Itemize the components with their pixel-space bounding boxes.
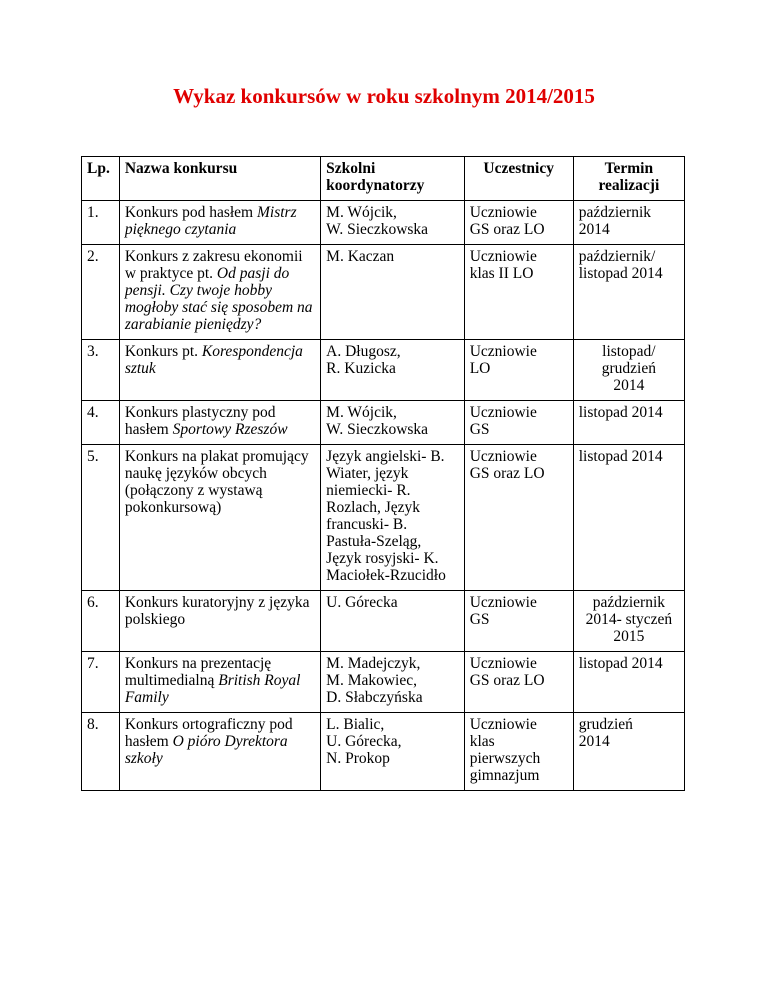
cell-koordynatorzy <box>321 591 465 652</box>
cell-lp: 2. <box>82 245 120 340</box>
ucz-line: GS <box>469 611 490 628</box>
koord-line: M. Wójcik, <box>326 204 397 221</box>
koord-line: N. Prokop <box>326 750 390 767</box>
cell-name <box>119 401 320 445</box>
name-text: Konkurs kuratoryjny z języka polskiego <box>124 594 310 628</box>
table-row <box>82 591 685 652</box>
cell-termin <box>573 340 684 401</box>
name-text: Konkurs na prezentację multimedialną <box>124 655 272 689</box>
ucz-line: Uczniowie <box>469 343 537 360</box>
ucz-line: GS <box>469 421 490 438</box>
ucz-line: GS oraz LO <box>469 672 545 689</box>
ucz-line: Uczniowie <box>469 655 537 672</box>
cell-name <box>119 652 320 713</box>
cell-uczestnicy <box>464 713 573 791</box>
koord-line: L. Bialic, <box>326 716 385 733</box>
ucz-line: Uczniowie <box>469 716 537 733</box>
cell-lp: 8. <box>82 713 120 791</box>
name-text: Konkurs pt. <box>124 343 199 360</box>
koord-line: U. Górecka, <box>326 733 402 750</box>
cell-uczestnicy <box>464 445 573 591</box>
table-row <box>82 713 685 791</box>
ucz-line: Uczniowie <box>469 448 537 465</box>
ucz-line: Uczniowie <box>469 204 537 221</box>
cell-koordynatorzy <box>321 445 465 591</box>
koord-line: M. Kaczan <box>326 248 395 265</box>
header-term-line: Termin <box>604 160 654 177</box>
term-line: 2014 <box>578 221 610 238</box>
cell-koordynatorzy <box>321 652 465 713</box>
cell-uczestnicy <box>464 652 573 713</box>
term-line: grudzień <box>578 716 633 733</box>
header-uczestnicy: Uczestnicy <box>464 157 573 201</box>
term-line: październik/ <box>578 248 656 265</box>
koord-line: W. Sieczkowska <box>326 221 429 238</box>
cell-lp: 3. <box>82 340 120 401</box>
cell-name <box>119 245 320 340</box>
cell-name <box>119 445 320 591</box>
term-line: listopad 2014 <box>578 655 663 672</box>
cell-lp: 4. <box>82 401 120 445</box>
ucz-line: gimnazjum <box>469 767 540 784</box>
table-row <box>82 445 685 591</box>
cell-koordynatorzy <box>321 713 465 791</box>
ucz-line: LO <box>469 360 491 377</box>
term-line: październik <box>592 594 665 611</box>
table-row <box>82 652 685 713</box>
cell-lp: 7. <box>82 652 120 713</box>
ucz-line: Uczniowie <box>469 594 537 611</box>
koord-line: M. Wójcik, <box>326 404 397 421</box>
koord-line: Język angielski- B. Wiater, język niemiecki- R. Rozlach, Język francuski- B. Pastuła-Szeląg, Język rosyjski- K. Maciołek-Rzucidło <box>326 448 446 584</box>
koord-line: D. Słabczyńska <box>326 689 423 706</box>
cell-uczestnicy <box>464 401 573 445</box>
cell-uczestnicy <box>464 245 573 340</box>
header-koord-line: Szkolni <box>326 160 376 177</box>
term-line: październik <box>578 204 651 221</box>
name-text: Konkurs z zakresu ekonomii w praktyce pt. <box>124 248 303 282</box>
cell-name <box>119 201 320 245</box>
term-line: listopad 2014 <box>578 404 663 421</box>
table-row <box>82 245 685 340</box>
cell-koordynatorzy <box>321 245 465 340</box>
ucz-line: klas <box>469 733 495 750</box>
cell-koordynatorzy <box>321 401 465 445</box>
cell-uczestnicy <box>464 201 573 245</box>
name-italic: Od pasji do pensji. Czy twoje hobby mogłoby stać się sposobem na zarabianie pieniędzy? <box>124 265 313 333</box>
ucz-line: GS oraz LO <box>469 221 545 238</box>
name-italic: Mistrz pięknego czytania <box>124 204 297 238</box>
header-name: Nazwa konkursu <box>119 157 320 201</box>
koord-line: U. Górecka <box>326 594 398 611</box>
term-line: 2014 <box>613 377 645 394</box>
koord-line: R. Kuzicka <box>326 360 396 377</box>
name-text: Konkurs ortograficzny pod hasłem <box>124 716 293 750</box>
header-term-line: realizacji <box>598 177 660 194</box>
koord-line: M. Makowiec, <box>326 672 417 689</box>
cell-termin <box>573 591 684 652</box>
cell-lp: 5. <box>82 445 120 591</box>
ucz-line: klas II LO <box>469 265 534 282</box>
cell-name <box>119 713 320 791</box>
table-row <box>82 340 685 401</box>
cell-uczestnicy <box>464 591 573 652</box>
name-italic: Korespondencja sztuk <box>124 343 303 377</box>
ucz-line: pierwszych <box>469 750 541 767</box>
header-koordynatorzy <box>321 157 465 201</box>
koord-line: W. Sieczkowska <box>326 421 429 438</box>
term-line: 2014- styczeń <box>585 611 673 628</box>
name-italic: British Royal Family <box>124 672 301 706</box>
name-text: Konkurs na plakat promujący naukę języków obcych (połączony z wystawą pokonkursową) <box>124 448 309 516</box>
cell-name <box>119 591 320 652</box>
page-title: Wykaz konkursów w roku szkolnym 2014/2015 <box>173 84 595 108</box>
term-line: grudzień <box>601 360 656 377</box>
table-row <box>82 201 685 245</box>
cell-uczestnicy <box>464 340 573 401</box>
header-lp: Lp. <box>82 157 120 201</box>
name-text: Konkurs plastyczny pod hasłem <box>124 404 276 438</box>
cell-termin <box>573 652 684 713</box>
header-termin <box>573 157 684 201</box>
ucz-line: Uczniowie <box>469 248 537 265</box>
term-line: 2014 <box>578 733 610 750</box>
term-line: 2015 <box>613 628 645 645</box>
name-italic: Sportowy Rzeszów <box>172 421 288 438</box>
table-row <box>82 401 685 445</box>
cell-termin <box>573 201 684 245</box>
cell-koordynatorzy <box>321 340 465 401</box>
cell-koordynatorzy <box>321 201 465 245</box>
cell-termin <box>573 445 684 591</box>
cell-termin <box>573 713 684 791</box>
koord-line: A. Długosz, <box>326 343 401 360</box>
ucz-line: GS oraz LO <box>469 465 545 482</box>
cell-name <box>119 340 320 401</box>
term-line: listopad 2014 <box>578 265 663 282</box>
name-italic: O pióro Dyrektora szkoły <box>124 733 288 767</box>
cell-termin <box>573 401 684 445</box>
cell-termin <box>573 245 684 340</box>
term-line: listopad/ <box>602 343 656 360</box>
cell-lp: 6. <box>82 591 120 652</box>
koord-line: M. Madejczyk, <box>326 655 421 672</box>
table-header-row <box>82 157 685 201</box>
cell-lp: 1. <box>82 201 120 245</box>
name-text: Konkurs pod hasłem <box>124 204 254 221</box>
ucz-line: Uczniowie <box>469 404 537 421</box>
competitions-table <box>81 156 685 791</box>
header-koord-line: koordynatorzy <box>326 177 425 194</box>
term-line: listopad 2014 <box>578 448 663 465</box>
